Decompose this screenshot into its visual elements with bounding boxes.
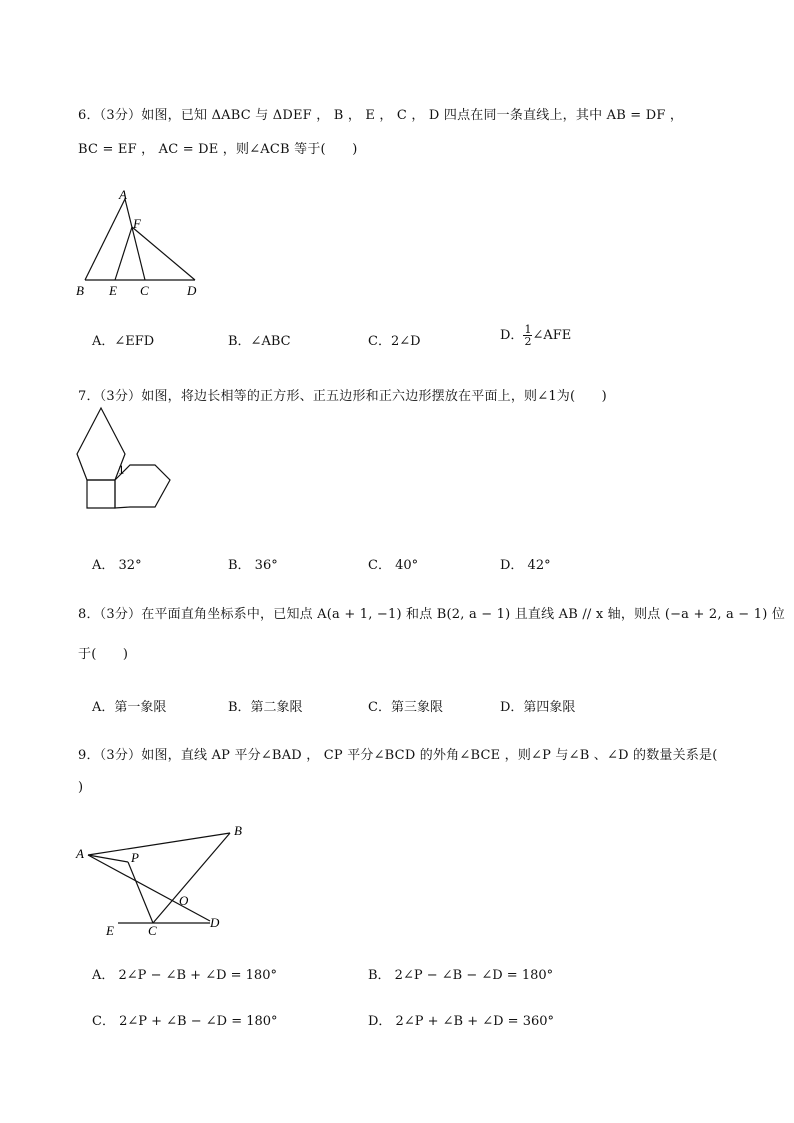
q9-option-a[interactable]: A． 2∠P − ∠B + ∠D = 180° xyxy=(92,968,277,983)
q9-segment-pc xyxy=(128,862,153,923)
q6-option-d-suffix: ∠AFE xyxy=(532,328,572,343)
q6-label-e: E xyxy=(109,283,117,298)
q7-polygons-figure xyxy=(70,400,180,530)
q9-segment-ad xyxy=(88,855,210,921)
q6-triangle-figure xyxy=(70,185,210,300)
q9-label-a: A xyxy=(76,846,84,861)
q7-angle-1-label: 1 xyxy=(118,462,125,477)
q6-label-f: F xyxy=(133,216,141,231)
q6-option-d-numerator: 1 xyxy=(524,323,532,336)
q7-option-c[interactable]: C． 40° xyxy=(368,558,419,573)
q9-label-d: D xyxy=(210,915,220,930)
q9-option-c[interactable]: C． 2∠P + ∠B − ∠D = 180° xyxy=(92,1014,278,1029)
q9-figure xyxy=(70,815,260,940)
q6-option-d-prefix: D． xyxy=(500,328,524,343)
q6-label-b: B xyxy=(76,283,84,298)
q9-segment-bc xyxy=(153,833,230,923)
q6-label-d: D xyxy=(187,283,197,298)
q7-option-d[interactable]: D． 42° xyxy=(500,558,551,573)
q6-segment-fd xyxy=(132,227,195,280)
q9-stem-line-1: 9．（3分）如图，直线 AP 平分∠BAD ， CP 平分∠BCD 的外角∠BCE ，则∠P 与∠B 、∠D 的数量关系是( xyxy=(78,748,718,763)
q9-label-c: C xyxy=(148,923,157,938)
q6-option-b[interactable]: B．∠ABC xyxy=(228,334,291,349)
q8-option-a[interactable]: A．第一象限 xyxy=(92,700,167,715)
q6-option-c[interactable]: C．2∠D xyxy=(368,334,421,349)
q6-label-c: C xyxy=(140,283,149,298)
q8-stem-line-2: 于( ) xyxy=(78,647,129,662)
q7-square-shape xyxy=(87,480,115,508)
q9-label-o: O xyxy=(179,893,189,908)
q6-label-a: A xyxy=(119,187,127,202)
q7-stem-line-1: 7．（3分）如图，将边长相等的正方形、正五边形和正六边形摆放在平面上，则∠1为( ) xyxy=(78,389,607,404)
q6-stem-line-1: 6．（3分）如图，已知 ΔABC 与 ΔDEF ， B ， E ， C ， D 四点在同一条直线上，其中 AB = DF ， xyxy=(78,108,684,123)
q9-option-b[interactable]: B． 2∠P − ∠B − ∠D = 180° xyxy=(368,968,554,983)
q9-option-d[interactable]: D． 2∠P + ∠B + ∠D = 360° xyxy=(368,1014,555,1029)
q9-segment-ab xyxy=(88,833,230,855)
q6-option-a[interactable]: A．∠EFD xyxy=(92,334,155,349)
q6-segment-ef xyxy=(115,227,132,280)
q9-label-e: E xyxy=(106,923,114,938)
q8-option-b[interactable]: B．第二象限 xyxy=(228,700,303,715)
q6-stem-line-2: BC = EF ， AC = DE ，则∠ACB 等于( ) xyxy=(78,142,358,157)
q8-option-d[interactable]: D．第四象限 xyxy=(500,700,576,715)
q8-option-c[interactable]: C．第三象限 xyxy=(368,700,443,715)
q6-option-d-denominator: 2 xyxy=(524,335,532,348)
q6-option-d[interactable] xyxy=(500,324,571,347)
q9-stem-line-2: ) xyxy=(78,780,84,795)
q9-label-p: P xyxy=(131,850,139,865)
q7-option-a[interactable]: A． 32° xyxy=(92,558,142,573)
q8-stem-line-1: 8．（3分）在平面直角坐标系中，已知点 A(a + 1, −1) 和点 B(2, a − 1) 且直线 AB // x 轴，则点 (−a + 2, a − 1) 位 xyxy=(78,607,786,622)
q7-option-b[interactable]: B． 36° xyxy=(228,558,278,573)
q9-label-b: B xyxy=(234,823,242,838)
